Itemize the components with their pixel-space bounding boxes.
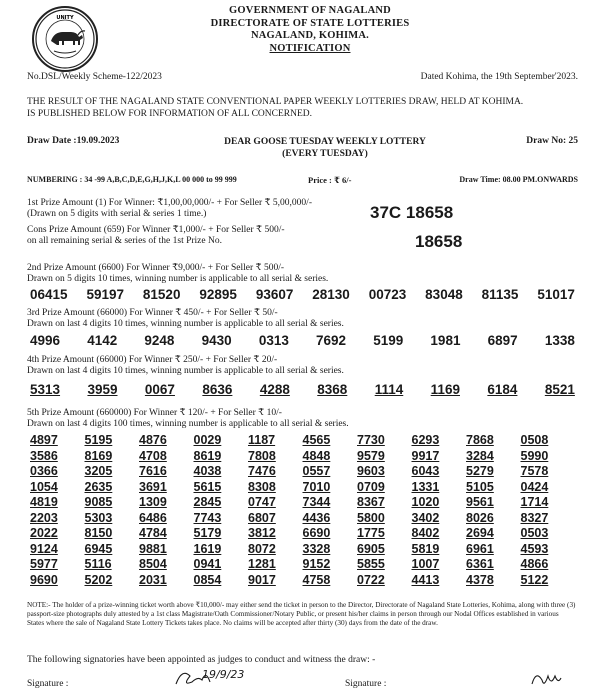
fourth-prize-number: 0067 — [144, 382, 175, 397]
claim-note: NOTE:- The holder of a prize-winning ticket worth above ₹10,000/- may either send the ticket in person to the Director, Directorate of Nagaland State Lotteries, Kohima, along with three (3) passport-size photographs duly attested by a 1st class Magistrate/Oath Commissioner/Notary Public, or present his/her claims in person through our Nodal Offices established in various States where the sale of Nagaland State Lottery Tickets takes place. No claims will be accepted after thirty (30) days from the date of the draw. — [27, 601, 576, 628]
fifth-prize-number: 9881 — [139, 541, 167, 556]
fifth-prize-number: 9124 — [30, 541, 58, 556]
fifth-prize-number: 9917 — [411, 448, 440, 463]
letterhead — [160, 5, 460, 55]
fourth-prize-amount: 4th Prize Amount (66000) For Winner ₹ 250/- + For Seller ₹ 20/- — [27, 355, 278, 365]
second-prize-number: 92895 — [199, 287, 237, 302]
fifth-prize-number: 7476 — [248, 464, 276, 478]
fifth-prize-number: 5105 — [466, 479, 494, 494]
fifth-prize-number: 9690 — [30, 572, 58, 587]
second-prize-number: 83048 — [425, 287, 463, 302]
fifth-prize-number: 0941 — [193, 557, 222, 571]
fourth-prize-rule: Drawn on last 4 digits 10 times, winning number is applicable to all serial & series. — [27, 366, 344, 376]
fifth-prize-number: 8072 — [248, 541, 276, 556]
fifth-prize-number: 9579 — [357, 448, 385, 463]
fifth-prize-number: 2203 — [30, 510, 58, 525]
third-prize-number: 9430 — [201, 333, 232, 348]
fifth-prize-number: 5202 — [84, 572, 113, 587]
fifth-prize-number: 5116 — [84, 557, 112, 571]
fifth-prize-number: 5819 — [411, 541, 440, 556]
fifth-prize-number: 1714 — [520, 495, 549, 509]
second-prize-number: 81135 — [481, 287, 519, 302]
first-prize-number: 37C 18658 — [370, 203, 454, 222]
third-prize-number: 4996 — [30, 333, 61, 348]
cons-prize-number: 18658 — [415, 232, 463, 251]
fourth-prize-number: 8521 — [544, 382, 575, 397]
fifth-prize-number: 2635 — [84, 479, 113, 494]
third-prize-number: 7692 — [316, 333, 347, 348]
cons-prize-rule: on all remaining serial & series of the 1st Prize No. — [27, 236, 222, 246]
fifth-prize-number: 0029 — [193, 433, 222, 447]
header-line-government: GOVERNMENT OF NAGALAND — [229, 5, 391, 16]
fifth-prize-number: 5990 — [520, 448, 549, 463]
fifth-prize-number: 7808 — [248, 448, 276, 463]
fifth-prize-number: 8367 — [357, 495, 385, 509]
reference-number: No.DSL/Weekly Scheme-122/2023 — [27, 72, 162, 82]
fifth-prize-number: 4436 — [302, 510, 331, 525]
fifth-prize-number: 4708 — [139, 448, 167, 463]
fifth-prize-number: 5179 — [193, 526, 222, 540]
fifth-prize-number: 7344 — [302, 495, 331, 509]
second-prize-number: 28130 — [312, 287, 350, 302]
fifth-prize-number: 8150 — [84, 526, 113, 540]
fifth-prize-number: 4758 — [302, 572, 331, 587]
third-prize-number: 6897 — [487, 333, 518, 348]
first-prize-rule: (Drawn on 5 digits with serial & series 1 time.) — [27, 209, 207, 219]
fifth-prize-number: 7743 — [193, 510, 222, 525]
fifth-prize-number: 3328 — [302, 541, 331, 556]
fifth-prize-number: 3691 — [139, 479, 167, 494]
fifth-prize-number: 7010 — [302, 479, 331, 494]
fifth-prize-number: 4876 — [139, 433, 167, 447]
fifth-prize-number: 9561 — [466, 495, 494, 509]
fifth-prize-number: 0366 — [30, 464, 58, 478]
fifth-prize-number: 5303 — [84, 510, 113, 525]
fifth-prize-number: 1331 — [411, 479, 440, 494]
second-prize-numbers — [30, 287, 575, 302]
svg-text:UNITY: UNITY — [56, 15, 74, 21]
fifth-prize-number: 5800 — [357, 510, 385, 525]
header-line-directorate: DIRECTORATE OF STATE LOTTERIES — [210, 17, 410, 29]
fifth-prize-numbers — [30, 433, 575, 588]
signature-date: 19/9/23 — [202, 668, 245, 681]
fifth-prize-number: 0747 — [248, 495, 276, 509]
mithun-emblem-icon — [34, 8, 96, 70]
fifth-prize-number: 9603 — [357, 464, 385, 478]
second-prize-number: 59197 — [86, 287, 124, 302]
fifth-prize-number: 4565 — [302, 433, 331, 447]
fifth-prize-number: 8619 — [193, 448, 222, 463]
fifth-prize-number: 0508 — [520, 433, 549, 447]
second-prize-number: 81520 — [142, 287, 181, 302]
third-prize-number: 1981 — [430, 333, 461, 348]
fifth-prize-number: 9085 — [84, 495, 113, 509]
fifth-prize-number: 6961 — [466, 541, 494, 556]
fifth-prize-number: 2022 — [30, 526, 58, 540]
third-prize-number: 9248 — [144, 333, 175, 348]
fifth-prize-number: 1187 — [248, 433, 276, 447]
third-prize-number: 5199 — [373, 333, 404, 348]
fifth-prize-number: 1281 — [248, 557, 276, 571]
judge-signature-right — [520, 668, 580, 692]
fifth-prize-number: 4784 — [139, 526, 167, 540]
fifth-prize-number: 1619 — [193, 541, 222, 556]
lottery-title-block — [195, 136, 455, 160]
fifth-prize-number: 3586 — [30, 448, 58, 463]
fifth-prize-number: 8402 — [411, 526, 440, 540]
third-prize-rule: Drawn on last 4 digits 10 times, winning number is applicable to all serial & series. — [27, 319, 344, 329]
fourth-prize-number: 8368 — [317, 382, 348, 397]
fifth-prize-rule: Drawn on last 4 digits 100 times, winning number is applicable to all serial & series. — [27, 419, 349, 429]
third-prize-numbers — [30, 333, 575, 348]
fifth-prize-number: 7868 — [466, 433, 494, 447]
first-prize-description — [27, 198, 312, 220]
fourth-prize-number: 3959 — [87, 382, 118, 397]
ticket-price: Price : ₹ 6/- — [308, 175, 352, 185]
fifth-prize-number: 4848 — [302, 448, 331, 463]
fifth-prize-number: 7578 — [520, 464, 549, 478]
fifth-prize-number: 5195 — [84, 433, 113, 447]
fifth-prize-number: 2031 — [139, 572, 167, 587]
fifth-prize-number: 9152 — [302, 557, 331, 571]
fifth-prize-number: 4413 — [411, 572, 440, 587]
judges-statement: The following signatories have been appointed as judges to conduct and witness the draw: - — [27, 655, 376, 665]
fifth-prize-number: 3812 — [248, 526, 276, 540]
signature-label-right: Signature : — [345, 679, 387, 689]
fifth-prize-number: 0722 — [357, 572, 385, 587]
third-prize-amount: 3rd Prize Amount (66000) For Winner ₹ 450/- + For Seller ₹ 50/- — [27, 308, 278, 318]
third-prize-number: 0313 — [258, 333, 289, 348]
draw-date: Draw Date :19.09.2023 — [27, 136, 120, 146]
second-prize-number: 06415 — [30, 287, 68, 302]
fifth-prize-number: 7616 — [139, 464, 167, 478]
fifth-prize-number: 4593 — [520, 541, 549, 556]
draw-number: Draw No: 25 — [526, 136, 578, 146]
dated-line: Dated Kohima, the 19th September'2023. — [420, 72, 578, 82]
fifth-prize-number: 0854 — [193, 572, 222, 587]
fourth-prize-number: 5313 — [30, 382, 61, 397]
fifth-prize-number: 6905 — [357, 541, 385, 556]
intro-line-2: IS PUBLISHED BELOW FOR INFORMATION OF ALL CONCERNED. — [27, 109, 313, 119]
fifth-prize-number: 6043 — [411, 464, 440, 478]
fifth-prize-number: 3284 — [466, 448, 494, 463]
fifth-prize-number: 5855 — [357, 557, 385, 571]
fifth-prize-number: 1309 — [139, 495, 167, 509]
third-prize-number: 4142 — [87, 333, 118, 348]
second-prize-number: 51017 — [537, 287, 575, 302]
fifth-prize-description — [27, 408, 349, 430]
fifth-prize-number: 6690 — [302, 526, 331, 540]
lottery-name: DEAR GOOSE TUESDAY WEEKLY LOTTERY — [224, 137, 426, 147]
fifth-prize-amount: 5th Prize Amount (660000) For Winner ₹ 120/- + For Seller ₹ 10/- — [27, 408, 282, 418]
fifth-prize-number: 4038 — [193, 464, 222, 478]
fifth-prize-number: 4866 — [520, 557, 549, 571]
fifth-prize-number: 1775 — [357, 526, 385, 540]
second-prize-description — [27, 263, 328, 285]
fifth-prize-number: 4378 — [466, 572, 494, 587]
header-line-location: NAGALAND, KOHIMA. — [250, 30, 370, 41]
numbering-range: NUMBERING : 34 -99 A,B,C,D,E,G,H,J,K,L 00 000 to 99 999 — [27, 175, 237, 184]
fifth-prize-number: 6945 — [84, 541, 113, 556]
fifth-prize-number: 6807 — [248, 510, 276, 525]
fifth-prize-number: 0557 — [302, 464, 331, 478]
fifth-prize-number: 4819 — [30, 495, 58, 509]
lottery-frequency: (EVERY TUESDAY) — [282, 149, 368, 159]
fourth-prize-number: 1169 — [430, 382, 460, 397]
handwritten-signature-right — [520, 668, 580, 692]
judge-signature-left — [172, 666, 262, 692]
fifth-prize-number: 9017 — [248, 572, 276, 587]
fifth-prize-number: 5977 — [30, 557, 58, 571]
fifth-prize-number: 0709 — [357, 479, 385, 494]
fifth-prize-number: 8504 — [139, 557, 167, 571]
second-prize-number: 93607 — [255, 287, 294, 302]
fifth-prize-number: 0503 — [520, 526, 549, 540]
cons-prize-amount: Cons Prize Amount (659) For Winner ₹1,000/- + For Seller ₹ 500/- — [27, 225, 285, 235]
fourth-prize-number: 8636 — [202, 382, 233, 397]
fifth-prize-number: 2845 — [193, 495, 222, 509]
fifth-prize-number: 4897 — [30, 433, 58, 447]
fifth-prize-number: 6293 — [411, 433, 440, 447]
fifth-prize-number: 5615 — [193, 479, 222, 494]
signature-label-left: Signature : — [27, 679, 69, 689]
fifth-prize-number: 5279 — [466, 464, 494, 478]
cons-prize-description — [27, 225, 285, 247]
second-prize-rule: Drawn on 5 digits 10 times, winning number is applicable to all serial & series. — [27, 274, 329, 284]
third-prize-number: 1338 — [544, 333, 575, 348]
fourth-prize-numbers — [30, 382, 575, 397]
fourth-prize-number: 6184 — [487, 382, 518, 397]
fifth-prize-number: 1054 — [30, 479, 58, 494]
fifth-prize-number: 5122 — [520, 572, 549, 587]
first-prize-amount: 1st Prize Amount (1) For Winner: ₹1,00,00,000/- + For Seller ₹ 5,00,000/- — [27, 198, 312, 208]
draw-time: Draw Time: 08.00 PM.ONWARDS — [459, 175, 578, 184]
fourth-prize-number: 1114 — [374, 382, 404, 397]
nagaland-emblem-logo — [32, 6, 98, 72]
second-prize-number: 00723 — [368, 287, 407, 302]
fifth-prize-number: 0424 — [520, 479, 549, 494]
fourth-prize-description — [27, 355, 344, 377]
fifth-prize-number: 3205 — [84, 464, 113, 478]
fourth-prize-number: 4288 — [259, 382, 290, 397]
fifth-prize-number: 3402 — [411, 510, 440, 525]
header-line-notification: NOTIFICATION — [269, 42, 351, 54]
fifth-prize-number: 8026 — [466, 510, 494, 525]
intro-line-1: THE RESULT OF THE NAGALAND STATE CONVENTIONAL PAPER WEEKLY LOTTERIES DRAW, HELD AT KOHIMA. — [27, 97, 524, 107]
fifth-prize-number: 1020 — [411, 495, 440, 509]
fifth-prize-number: 8327 — [520, 510, 549, 525]
fifth-prize-number: 8308 — [248, 479, 276, 494]
fifth-prize-number: 8169 — [84, 448, 113, 463]
fifth-prize-number: 1007 — [411, 557, 440, 571]
fifth-prize-number: 7730 — [357, 433, 385, 447]
third-prize-description — [27, 308, 344, 330]
fifth-prize-number: 6361 — [466, 557, 494, 571]
fifth-prize-number: 6486 — [139, 510, 167, 525]
second-prize-amount: 2nd Prize Amount (6600) For Winner ₹9,000/- + For Seller ₹ 500/- — [27, 263, 285, 273]
fifth-prize-number: 2694 — [466, 526, 494, 540]
